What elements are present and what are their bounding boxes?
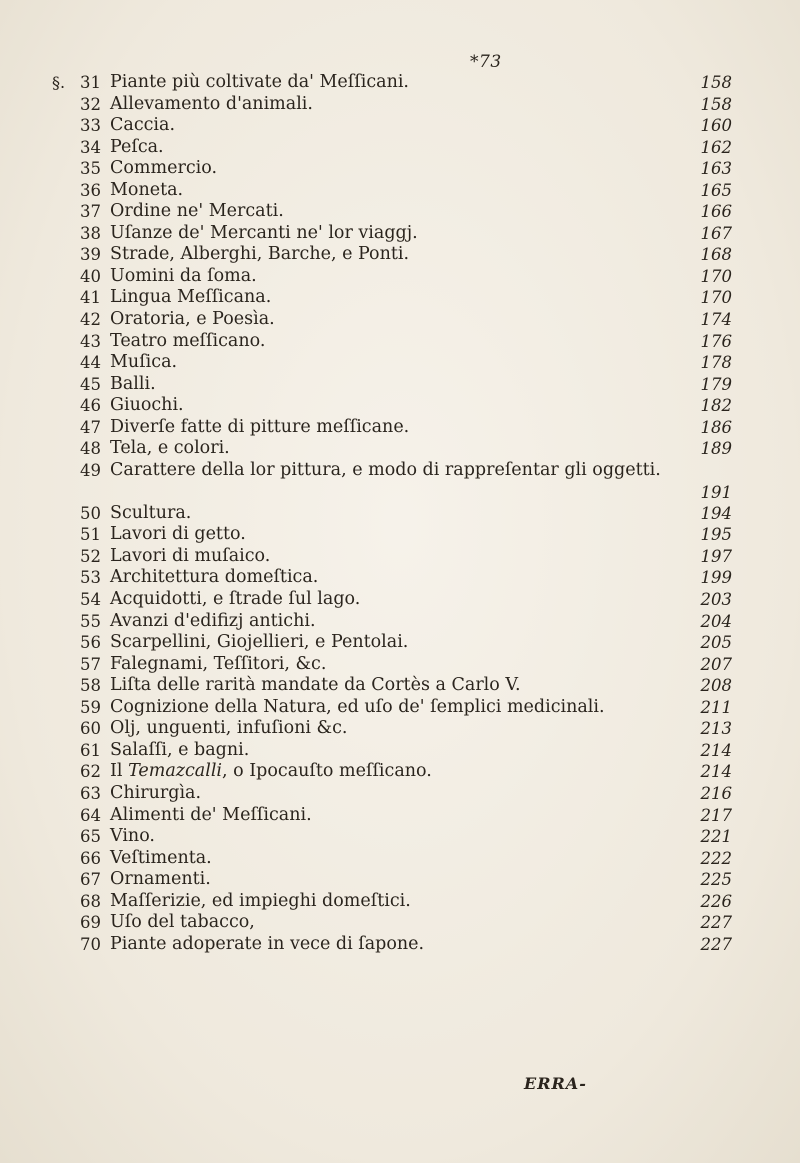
- entry-number: 56: [80, 633, 101, 653]
- entry-title: Oratoria, e Poesìa.: [110, 309, 275, 330]
- entry-page: 199: [700, 568, 732, 588]
- entry-number: 69: [80, 913, 101, 933]
- entry-number: 43: [80, 331, 101, 351]
- entry-page: 176: [700, 331, 732, 351]
- toc-entry: [52, 72, 742, 94]
- toc-entry: [52, 761, 742, 783]
- toc-entry: [52, 352, 742, 374]
- entry-number: 50: [80, 503, 101, 523]
- toc-entry: [52, 395, 742, 417]
- entry-title: Avanzi d'edifizj antichi.: [110, 610, 316, 631]
- entry-title: Diverſe fatte di pitture meſſicane.: [110, 416, 410, 437]
- entry-title: Falegnami, Teſſitori, &c.: [110, 653, 327, 674]
- entry-page: 182: [700, 396, 732, 416]
- entry-page: 214: [700, 762, 732, 782]
- entry-number: 38: [80, 223, 101, 243]
- entry-number: 41: [80, 288, 101, 308]
- entry-title-post: , o Ipocauſto meſſicano.: [222, 761, 432, 782]
- entry-number: 66: [80, 848, 101, 868]
- page-number: *73: [470, 52, 502, 72]
- entry-number: 70: [80, 934, 101, 954]
- entry-page: 205: [700, 633, 732, 653]
- toc-entry: [52, 934, 742, 956]
- entry-title: Giuochi.: [110, 395, 184, 416]
- toc-entry: [52, 524, 742, 546]
- entry-title: Olj, unguenti, infuſioni &c.: [110, 718, 348, 739]
- entry-title: Allevamento d'animali.: [110, 93, 313, 114]
- toc-entry: [52, 287, 742, 309]
- entry-title: Lavori di muſaico.: [110, 545, 271, 566]
- entry-page: 165: [700, 180, 732, 200]
- toc-entry: [52, 805, 742, 827]
- entry-page: 166: [700, 202, 732, 222]
- entry-page: 163: [700, 159, 732, 179]
- entry-title: Vino.: [110, 826, 155, 847]
- toc-entry: [52, 266, 742, 288]
- entry-title: Teatro meſſicano.: [110, 330, 266, 351]
- entry-page: 186: [700, 417, 732, 437]
- entry-number: 36: [80, 180, 101, 200]
- entry-title: Lavori di getto.: [110, 524, 246, 545]
- entry-number: 68: [80, 891, 101, 911]
- entry-number: 51: [80, 525, 101, 545]
- entry-page: 226: [700, 891, 732, 911]
- entry-number: 54: [80, 590, 101, 610]
- toc-entry: [52, 244, 742, 266]
- toc-entry: [52, 223, 742, 245]
- toc-entry: [52, 331, 742, 353]
- toc-entry: [52, 589, 742, 611]
- entry-number: 63: [80, 783, 101, 803]
- toc-entry: [52, 374, 742, 396]
- entry-number: 52: [80, 546, 101, 566]
- entry-number: 55: [80, 611, 101, 631]
- entry-title: Liſta delle rarità mandate da Cortès a Carlo V.: [110, 675, 521, 696]
- entry-title: [110, 761, 432, 782]
- entry-number: 47: [80, 417, 101, 437]
- entry-title: Moneta.: [110, 179, 184, 200]
- entry-page: 221: [700, 827, 732, 847]
- entry-page: 197: [700, 546, 732, 566]
- entry-title: Tela, e colori.: [110, 438, 230, 459]
- toc-entry: [52, 654, 742, 676]
- entry-page: 170: [700, 266, 732, 286]
- entry-page: 211: [700, 697, 732, 717]
- entry-number: 42: [80, 310, 101, 330]
- entry-title: Caccia.: [110, 115, 176, 136]
- entry-page: 189: [700, 439, 732, 459]
- entry-page: 225: [700, 870, 732, 890]
- entry-page: 217: [700, 805, 732, 825]
- toc-entry: [52, 611, 742, 633]
- entry-number: 49: [80, 460, 101, 480]
- entry-title: Piante più coltivate da' Meſſicani.: [110, 72, 409, 92]
- entry-title: Veſtimenta.: [110, 847, 212, 868]
- toc-entry: [52, 826, 742, 848]
- entry-number: 62: [80, 762, 101, 782]
- entry-number: 65: [80, 827, 101, 847]
- toc-entry: [52, 503, 742, 525]
- entry-page: 167: [700, 223, 732, 243]
- toc-entry: [52, 137, 742, 159]
- entry-page: 158: [700, 94, 732, 114]
- entry-number: 48: [80, 439, 101, 459]
- entry-page: 194: [700, 503, 732, 523]
- section-mark: §.: [52, 73, 66, 92]
- entry-title: Uomini da ſoma.: [110, 265, 257, 286]
- entry-number: 59: [80, 697, 101, 717]
- entry-title: Carattere della lor pittura, e modo di rappreſentar gli oggetti.: [110, 459, 661, 480]
- entry-title: Lingua Meſſicana.: [110, 287, 272, 308]
- entry-title: Scultura.: [110, 502, 192, 523]
- entry-page: 208: [700, 676, 732, 696]
- toc-entry: [52, 869, 742, 891]
- toc-entry: [52, 675, 742, 697]
- entry-page: 207: [700, 654, 732, 674]
- toc-entry: [52, 180, 742, 202]
- entry-page: 213: [700, 719, 732, 739]
- toc-entry: [52, 460, 742, 503]
- toc-entry: [52, 912, 742, 934]
- toc-entry: [52, 697, 742, 719]
- entry-page: 195: [700, 525, 732, 545]
- entry-number: 45: [80, 374, 101, 394]
- toc-entry: [52, 309, 742, 331]
- entry-number: 31: [80, 73, 101, 92]
- entry-page: 158: [700, 73, 732, 92]
- entry-number: 67: [80, 870, 101, 890]
- entry-title: Alimenti de' Meſſicani.: [110, 804, 312, 825]
- entry-title: Uſanze de' Mercanti ne' lor viaggj.: [110, 222, 418, 243]
- entry-page: 179: [700, 374, 732, 394]
- entry-number: 58: [80, 676, 101, 696]
- entry-number: 46: [80, 396, 101, 416]
- entry-page: 162: [700, 137, 732, 157]
- entry-number: 34: [80, 137, 101, 157]
- entry-title: Piante adoperate in vece di ſapone.: [110, 933, 425, 954]
- entry-number: 39: [80, 245, 101, 265]
- entry-title: Scarpellini, Giojellieri, e Pentolai.: [110, 632, 409, 653]
- toc-entry: [52, 632, 742, 654]
- entry-title: Commercio.: [110, 158, 218, 179]
- entry-number: 32: [80, 94, 101, 114]
- entry-title: Ordine ne' Mercati.: [110, 201, 284, 222]
- entry-title: Uſo del tabacco,: [110, 912, 255, 933]
- entry-number: 57: [80, 654, 101, 674]
- toc-entry: [52, 546, 742, 568]
- entry-number: 61: [80, 740, 101, 760]
- entry-page: 168: [700, 245, 732, 265]
- entry-title: Architettura domeſtica.: [110, 567, 319, 588]
- toc-entry: [52, 438, 742, 460]
- entry-page: 227: [700, 913, 732, 933]
- entry-page: 178: [700, 353, 732, 373]
- entry-title: Acquidotti, e ſtrade ſul lago.: [110, 589, 361, 610]
- catchword: ERRA-: [524, 1074, 587, 1093]
- entry-number: 37: [80, 202, 101, 222]
- entry-number: 64: [80, 805, 101, 825]
- entry-title: Ornamenti.: [110, 869, 211, 890]
- entry-title: Maſſerizie, ed impieghi domeſtici.: [110, 890, 411, 911]
- entry-page: 222: [700, 848, 732, 868]
- toc-entry: [52, 158, 742, 180]
- entry-number: 35: [80, 159, 101, 179]
- toc-entry: [52, 891, 742, 913]
- entry-page: 170: [700, 288, 732, 308]
- entry-title: Peſca.: [110, 136, 164, 157]
- entry-number: 53: [80, 568, 101, 588]
- entry-title-italic: Temazcalli: [128, 761, 223, 782]
- toc-entry: [52, 115, 742, 137]
- entry-page: 174: [700, 310, 732, 330]
- entry-page: 203: [700, 590, 732, 610]
- entry-title: Balli.: [110, 373, 156, 394]
- entry-page: 204: [700, 611, 732, 631]
- entry-page: 160: [700, 116, 732, 136]
- entry-title: Salaſſi, e bagni.: [110, 739, 250, 760]
- toc-entry: [52, 567, 742, 589]
- toc-entry: [52, 417, 742, 439]
- entry-page: 216: [700, 783, 732, 803]
- toc-entry: [52, 94, 742, 116]
- entry-page: 227: [700, 934, 732, 954]
- entry-number: 44: [80, 353, 101, 373]
- entry-number: 60: [80, 719, 101, 739]
- toc-entry: [52, 740, 742, 762]
- entry-number: 40: [80, 266, 101, 286]
- entry-page: 191: [700, 482, 732, 502]
- toc-entry: [52, 718, 742, 740]
- toc-entry: [52, 783, 742, 805]
- toc-entry: [52, 848, 742, 870]
- entry-title-pre: Il: [110, 761, 129, 782]
- entry-page: 214: [700, 740, 732, 760]
- entry-number: 33: [80, 116, 101, 136]
- entry-title: Chirurgìa.: [110, 782, 202, 803]
- entry-title: Cognizione della Natura, ed uſo de' ſemplici medicinali.: [110, 696, 605, 717]
- entry-title: Strade, Alberghi, Barche, e Ponti.: [110, 244, 410, 265]
- table-of-contents: [52, 72, 742, 955]
- toc-entry: [52, 201, 742, 223]
- entry-title: Muſica.: [110, 352, 178, 373]
